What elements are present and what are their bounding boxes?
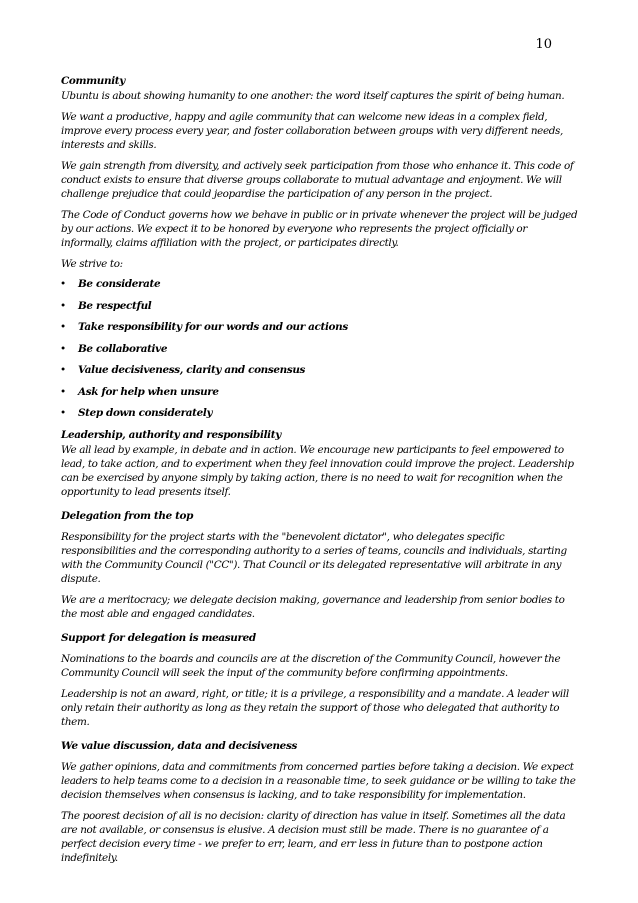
paragraph: Nominations to the boards and councils are at the discretion of the Community Council, however the Community Council will seek the input of the community before confirming appointments.	[61, 652, 561, 679]
bullet-icon: •	[60, 321, 66, 333]
paragraph: We all lead by example, in debate and in action. We encourage new participants to feel empowered to lead, to take action, and to experiment when they feel innovation could improve the project. Leadership can be exercised by anyone simply by taking action, there is no need to wait for recognition when the opportunity to lead presents itself.	[61, 443, 574, 498]
paragraph: Leadership is not an award, right, or title; it is a privilege, a responsibility and a mandate. A leader will only retain their authority as long as they retain the support of those who delegated that authority to them.	[61, 687, 569, 728]
list-item: • Value decisiveness, clarity and consensus	[60, 364, 306, 376]
document-body	[61, 74, 581, 865]
list-item: • Step down considerately	[60, 407, 213, 419]
heading-delegation: Delegation from the top	[61, 509, 194, 522]
strive-intro: We strive to:	[61, 258, 123, 270]
list-item: • Be considerate	[60, 278, 161, 290]
heading-community: Community	[61, 75, 125, 87]
bullet-icon: •	[60, 385, 66, 398]
paragraph: We gain strength from diversity, and actively seek participation from those who enhance it. This code of conduct exists to ensure that diverse groups collaborate to mutual advantage and enjoyment. We will challenge prejudice that could jeopardise the participation of any person in the project.	[61, 160, 574, 200]
list-item: • Be collaborative	[60, 342, 168, 355]
bullet-icon: •	[60, 364, 66, 376]
heading-support: Support for delegation is measured	[61, 631, 256, 644]
list-item: • Ask for help when unsure	[60, 385, 219, 398]
bullet-icon: •	[60, 299, 66, 312]
paragraph: Ubuntu is about showing humanity to one another: the word itself captures the spirit of being human.	[61, 90, 565, 102]
paragraph: The Code of Conduct governs how we behave in public or in private whenever the project will be judged by our actions. We expect it to be honored by everyone who represents the project officially or informally, claims affiliation with the project, or participates directly.	[61, 209, 578, 249]
bullet-icon: •	[60, 278, 66, 290]
heading-leadership: Leadership, authority and responsibility	[61, 428, 281, 441]
paragraph: We gather opinions, data and commitments from concerned parties before taking a decision. We expect leaders to help teams come to a decision in a reasonable time, to seek guidance or be willing to take the decision themselves when consensus is lacking, and to take responsibility for implementation.	[61, 760, 576, 801]
list-item: • Be respectful	[60, 299, 152, 312]
bullet-icon: •	[60, 407, 66, 419]
paragraph: Responsibility for the project starts with the "benevolent dictator", who delegates specific responsibilities and the corresponding authority to a series of teams, councils and individuals, starting with the Community Council ("CC"). That Council or its delegated representative will arbitrate in any dispute.	[61, 530, 567, 585]
paragraph: The poorest decision of all is no decision: clarity of direction has value in itself. Sometimes all the data are not available, or consensus is elusive. A decision must still be made. There is no guarantee of a perfect decision every time - we prefer to err, learn, and err less in future than to postpone action indefinitely.	[61, 809, 566, 864]
heading-discussion: We value discussion, data and decisiveness	[61, 739, 297, 752]
page-number: 10	[535, 37, 552, 52]
list-item: • Take responsibility for our words and our actions	[60, 321, 348, 333]
strive-list	[61, 277, 581, 420]
bullet-icon: •	[60, 342, 66, 355]
paragraph: We are a meritocracy; we delegate decision making, governance and leadership from senior bodies to the most able and engaged candidates.	[61, 593, 565, 620]
paragraph: We want a productive, happy and agile community that can welcome new ideas in a complex field, improve every process every year, and foster collaboration between groups with very different needs, interests and skills.	[61, 111, 563, 151]
